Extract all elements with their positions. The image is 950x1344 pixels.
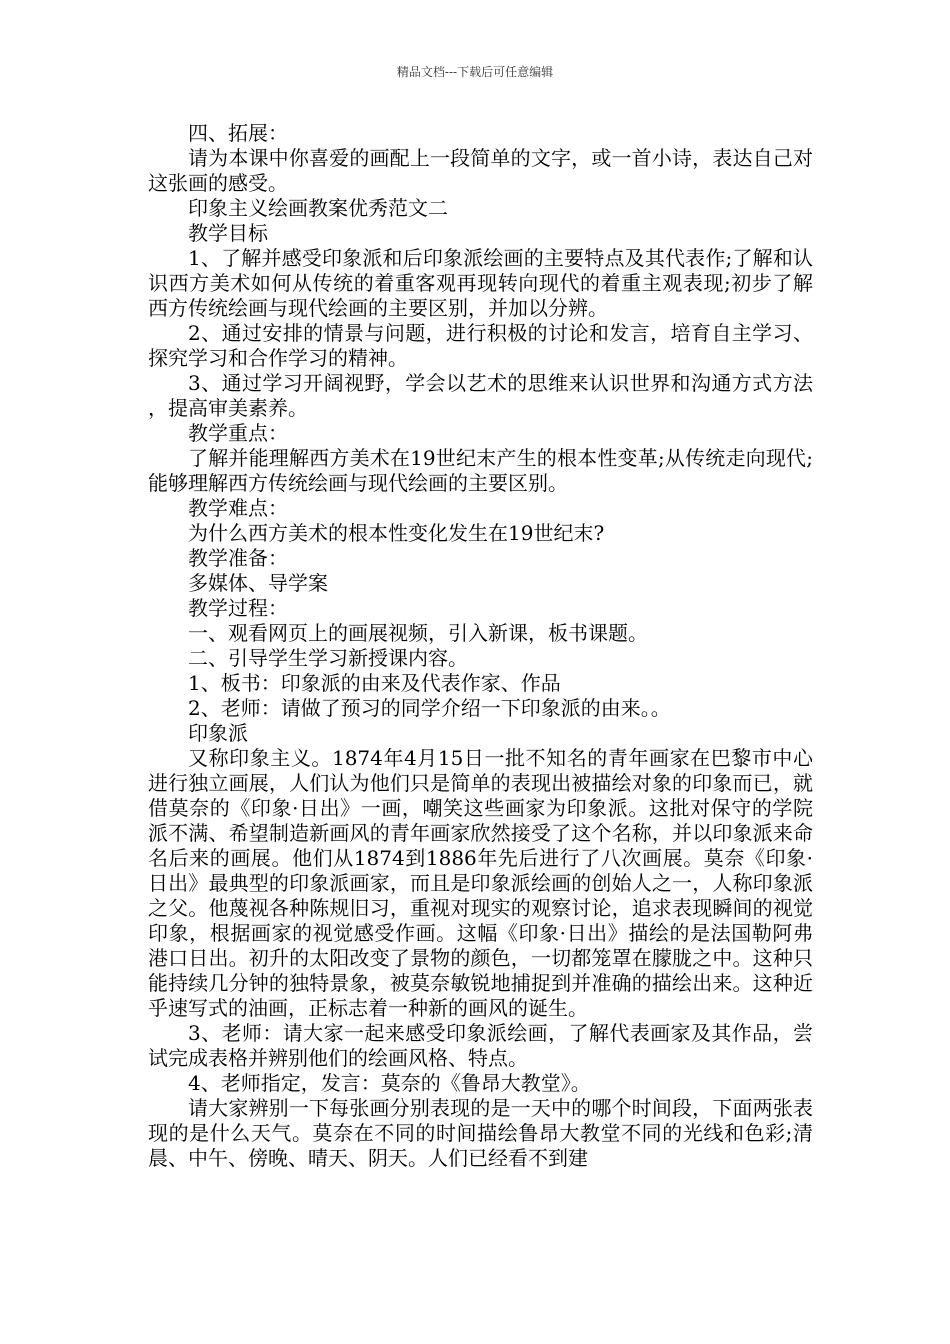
paragraph: 又称印象主义。1874年4月15日一批不知名的青年画家在巴黎市中心进行独立画展，人们认为他们只是简单的表现出被描绘对象的印象而已，就借莫奈的《印象·日出》一画，嘲笑这些画家为印象派。这批对保守的学院派不满、希望制造新画风的青年画家欣然接受了这个名称，并以印象派来命名后来的画展。他们从1874到1886年先后进行了八次画展。莫奈《印象·日出》最典型的印象派画家，而且是印象派绘画的创始人之一，人称印象派之父。他蔑视各种陈规旧习，重视对现实的观察讨论，追求表现瞬间的视觉印象，根据画家的视觉感受作画。这幅《印象·日出》描绘的是法国勒阿弗港口日出。初升的太阳改变了景物的颜色，一切都笼罩在朦胧之中。这种只能持续几分钟的独特景象，被莫奈敏锐地捕捉到并准确的描绘出来。这种近乎速写式的油画，正标志着一种新的画风的诞生。 xyxy=(148,746,813,1020)
paragraph: 印象主义绘画教案优秀范文二 xyxy=(188,196,448,220)
paragraph: 多媒体、导学案 xyxy=(188,571,328,595)
paragraph: 二、引导学生学习新授课内容。 xyxy=(188,646,468,670)
paragraph: 请大家辨别一下每张画分别表现的是一天中的哪个时间段，下面两张表现的是什么天气。莫奈在不同的时间描绘鲁昂大教堂不同的光线和色彩;清晨、中午、傍晚、晴天、阴天。人们已经看不到建 xyxy=(148,1096,813,1170)
paragraph: 3、老师：请大家一起来感受印象派绘画，了解代表画家及其作品，尝试完成表格并辨别他们的绘画风格、特点。 xyxy=(148,1021,813,1070)
paragraph: 一、观看网页上的画展视频，引入新课，板书课题。 xyxy=(188,621,648,645)
paragraph: 3、通过学习开阔视野，学会以艺术的思维来认识世界和沟通方式方法，提高审美素养。 xyxy=(148,371,813,420)
paragraph: 请为本课中你喜爱的画配上一段简单的文字，或一首小诗，表达自己对这张画的感受。 xyxy=(148,146,813,195)
paragraph: 教学难点： xyxy=(188,496,288,520)
paragraph: 了解并能理解西方美术在19世纪末产生的根本性变革;从传统走向现代;能够理解西方传统绘画与现代绘画的主要区别。 xyxy=(148,446,813,495)
page-header: 精品文档---下载后可任意编辑 xyxy=(396,65,554,79)
paragraph: 1、板书：印象派的由来及代表作家、作品 xyxy=(188,671,561,695)
paragraph: 教学重点： xyxy=(188,421,288,445)
paragraph: 教学目标 xyxy=(188,221,268,245)
paragraph: 教学准备： xyxy=(188,546,288,570)
paragraph: 教学过程： xyxy=(188,596,288,620)
paragraph: 为什么西方美术的根本性变化发生在19世纪末? xyxy=(188,521,605,545)
paragraph: 4、老师指定，发言：莫奈的《鲁昂大教堂》。 xyxy=(188,1071,591,1095)
paragraph: 四、拓展： xyxy=(188,121,288,145)
paragraph: 1、了解并感受印象派和后印象派绘画的主要特点及其代表作;了解和认识西方美术如何从传统的着重客观再现转向现代的着重主观表现;初步了解西方传统绘画与现代绘画的主要区别，并加以分辨。 xyxy=(148,246,813,320)
document-body xyxy=(148,121,813,1171)
paragraph: 2、老师：请做了预习的同学介绍一下印象派的由来。。 xyxy=(188,696,671,720)
paragraph: 印象派 xyxy=(188,721,248,745)
paragraph: 2、通过安排的情景与问题，进行积极的讨论和发言，培育自主学习、探究学习和合作学习的精神。 xyxy=(148,321,813,370)
